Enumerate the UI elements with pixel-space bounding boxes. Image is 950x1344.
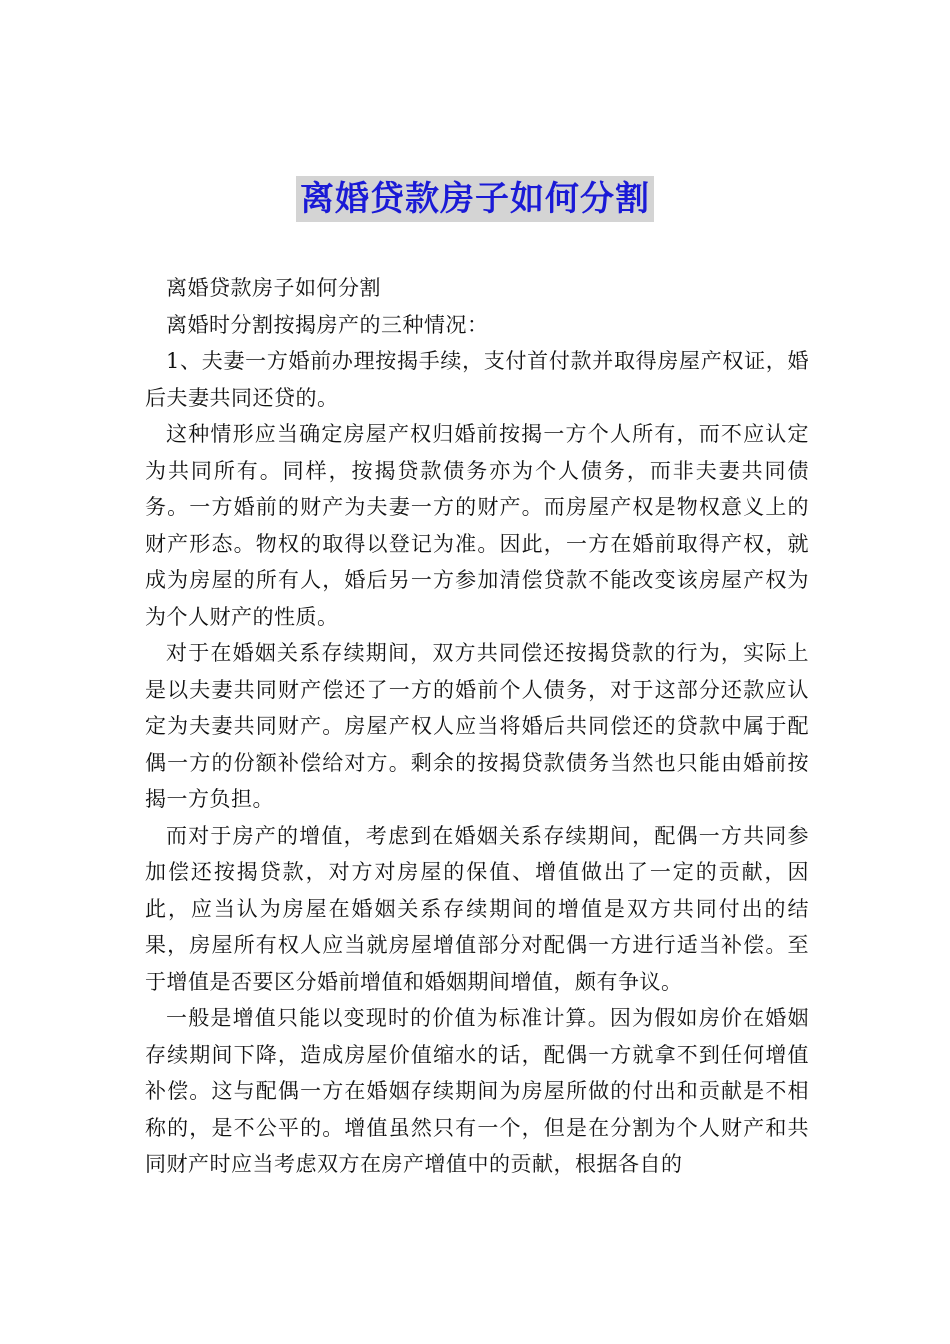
paragraph-valuation: 一般是增值只能以变现时的价值为标准计算。因为假如房价在婚姻存续期间下降，造成房屋价值缩水的话，配偶一方就拿不到任何增值补偿。这与配偶一方在婚姻存续期间为房屋所做的付出和贡献是不相称的，是不公平的。增值虽然只有一个，但是在分割为个人财产和共同财产时应当考虑双方在房产增值中的贡献，根据各自的 xyxy=(145,1006,809,1176)
document-body xyxy=(145,270,809,1183)
paragraph-case-1: 1、夫妻一方婚前办理按揭手续，支付首付款并取得房屋产权证，婚后夫妻共同还贷的。 xyxy=(145,349,809,410)
paragraph-subtitle: 离婚贷款房子如何分割 xyxy=(166,276,381,300)
document-title: 离婚贷款房子如何分割 xyxy=(296,176,654,222)
paragraph-appreciation: 而对于房产的增值，考虑到在婚姻关系存续期间，配偶一方共同参加偿还按揭贷款，对方对房屋的保值、增值做出了一定的贡献，因此，应当认为房屋在婚姻关系存续期间的增值是双方共同付出的结果，房屋所有权人应当就房屋增值部分对配偶一方进行适当补偿。至于增值是否要区分婚前增值和婚姻期间增值，颇有争议。 xyxy=(145,823,809,994)
paragraph-intro: 离婚时分割按揭房产的三种情况： xyxy=(166,312,489,337)
paragraph-ownership: 这种情形应当确定房屋产权归婚前按揭一方个人所有，而不应认定为共同所有。同样，按揭贷款债务亦为个人债务，而非夫妻共同债务。一方婚前的财产为夫妻一方的财产。而房屋产权是物权意义上的财产形态。物权的取得以登记为准。因此，一方在婚前取得产权，就成为房屋的所有人，婚后另一方参加清偿贷款不能改变该房屋产权为为个人财产的性质。 xyxy=(145,422,809,629)
title-block xyxy=(0,176,950,222)
paragraph-repayment: 对于在婚姻关系存续期间，双方共同偿还按揭贷款的行为，实际上是以夫妻共同财产偿还了一方的婚前个人债务，对于这部分还款应认定为夫妻共同财产。房屋产权人应当将婚后共同偿还的贷款中属于配偶一方的份额补偿给对方。剩余的按揭贷款债务当然也只能由婚前按揭一方负担。 xyxy=(145,641,809,811)
